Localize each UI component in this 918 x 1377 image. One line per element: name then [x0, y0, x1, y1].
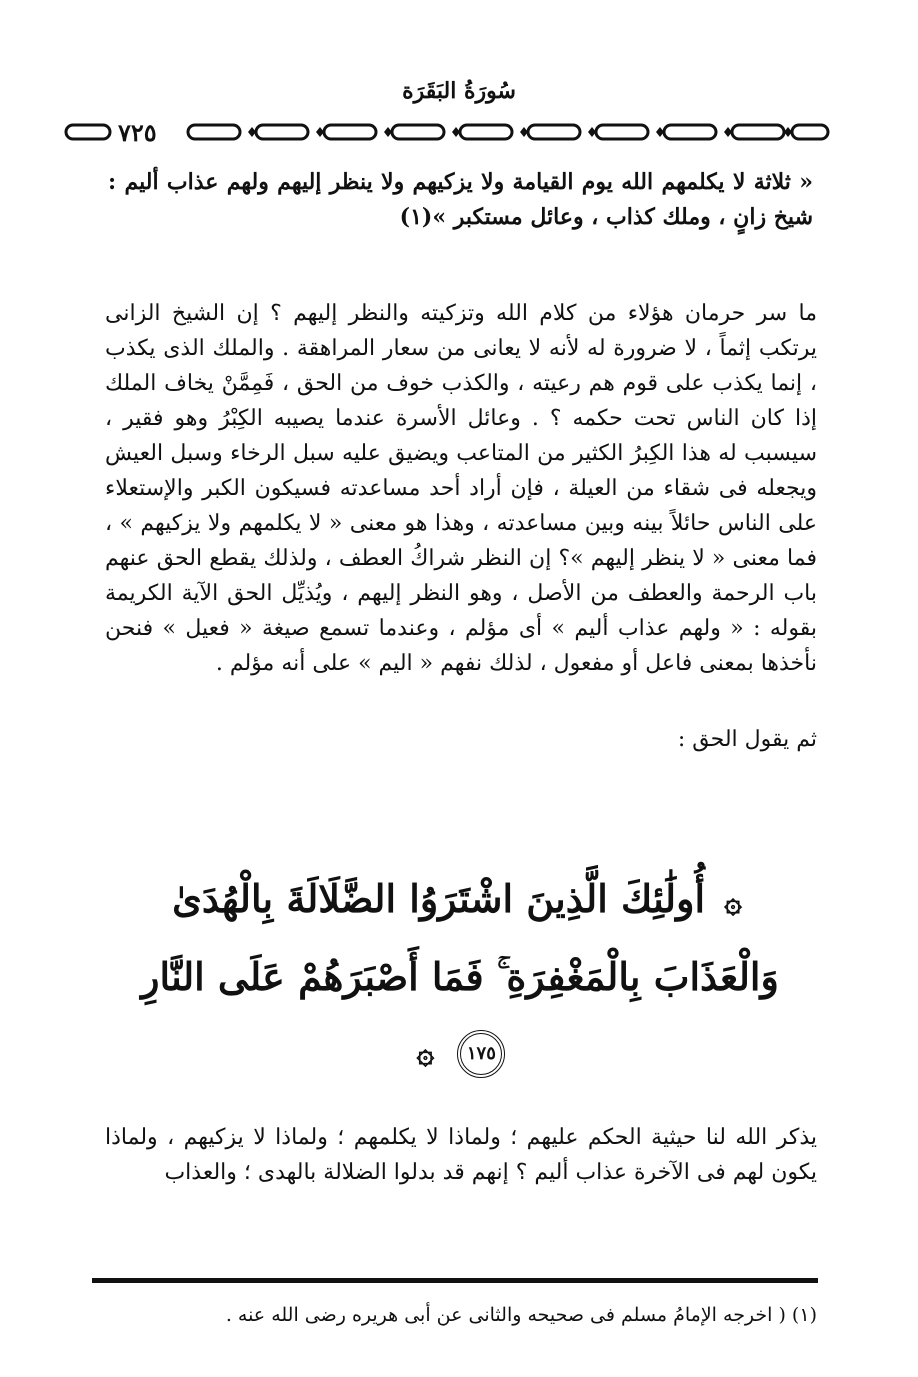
- quran-verse: [140, 862, 780, 1091]
- commentary-paragraph-2: يذكر الله لنا حيثية الحكم عليهم ؛ ولماذا لا يكلمهم ؛ ولماذا لا يزكيهم ، ولماذا يكون لهم فى الآخرة عذاب أليم ؟ إنهم قد بدلوا الضلالة بالهدى ؛ والعذاب: [105, 1125, 817, 1185]
- page-number: ٧٢٥: [118, 118, 157, 147]
- hadith-quote: « ثلاثة لا يكلمهم الله يوم القيامة ولا يزكيهم ولا ينظر إليهم ولهم عذاب أليم : شيخ زانٍ ، وملك كذاب ، وعائل مستكبر »(١): [108, 169, 813, 230]
- ayah-number-badge: ١٧٥: [457, 1030, 505, 1078]
- verse-introduction: ثم يقول الحق :: [677, 727, 817, 752]
- footnote-divider: [92, 1278, 818, 1283]
- commentary-paragraph-1: ما سر حرمان هؤلاء من كلام الله وتزكيته والنظر إليهم ؟ إن الشيخ الزانى يرتكب إثماً ، لا ضرورة له لأنه لا يعانى من سعار المراهقة . والملك الذى يكذب ، إنما يكذب على قوم هم رعيته ، والكذب خوف من الحق ، فَمِمَّنْ يخاف الملك إذا كان الناس تحت حكمه ؟ . وعائل الأسرة عندما يصيبه الكِبْرُ وهو فقير ، سيسبب له هذا الكِبرُ الكثير من المتاعب ويضيق عليه سبل الرخاء وسبل العيش ويجعله فى شقاء من العيلة ، فإن أراد أحد مساعدته فسيكون الكبر والإستعلاء على الناس حائلاً بينه وبين مساعدته ، وهذا هو معنى « لا يكلمهم ولا يزكيهم » ، فما معنى « لا ينظر إليهم »؟ إن النظر شراكُ العطف ، ولذلك يقطع الحق عنهم باب الرحمة والعطف من الأصل ، وهو النظر إليهم ، ويُذيِّل الحق الآية الكريمة بقوله : « ولهم عذاب أليم » أى مؤلم ، وعندما تسمع صيغة « فعيل » فنحن نأخذها بمعنى فاعل أو مفعول ، لذلك نفهم « اليم » على أنه مؤلم .: [105, 301, 817, 676]
- footnote: (١) ( اخرجه الإمامُ مسلم فى صحيحه والثانى عن أبى هريره رضى الله عنه .: [225, 1304, 817, 1326]
- surah-title: سُورَةُ البَقَرَة: [402, 78, 516, 104]
- verse-text: أُولَٰئِكَ الَّذِينَ اشْتَرَوُا الضَّلَالَةَ بِالْهُدَىٰ وَالْعَذَابَ بِالْمَغْفِرَةِ ۚ فَمَا أَصْبَرَهُمْ عَلَى النَّارِ: [141, 876, 779, 999]
- verse-closing-ornament-icon: ۞: [416, 1036, 435, 1071]
- header-ornament-border: [60, 118, 832, 146]
- verse-opening-ornament-icon: ۞: [724, 884, 742, 920]
